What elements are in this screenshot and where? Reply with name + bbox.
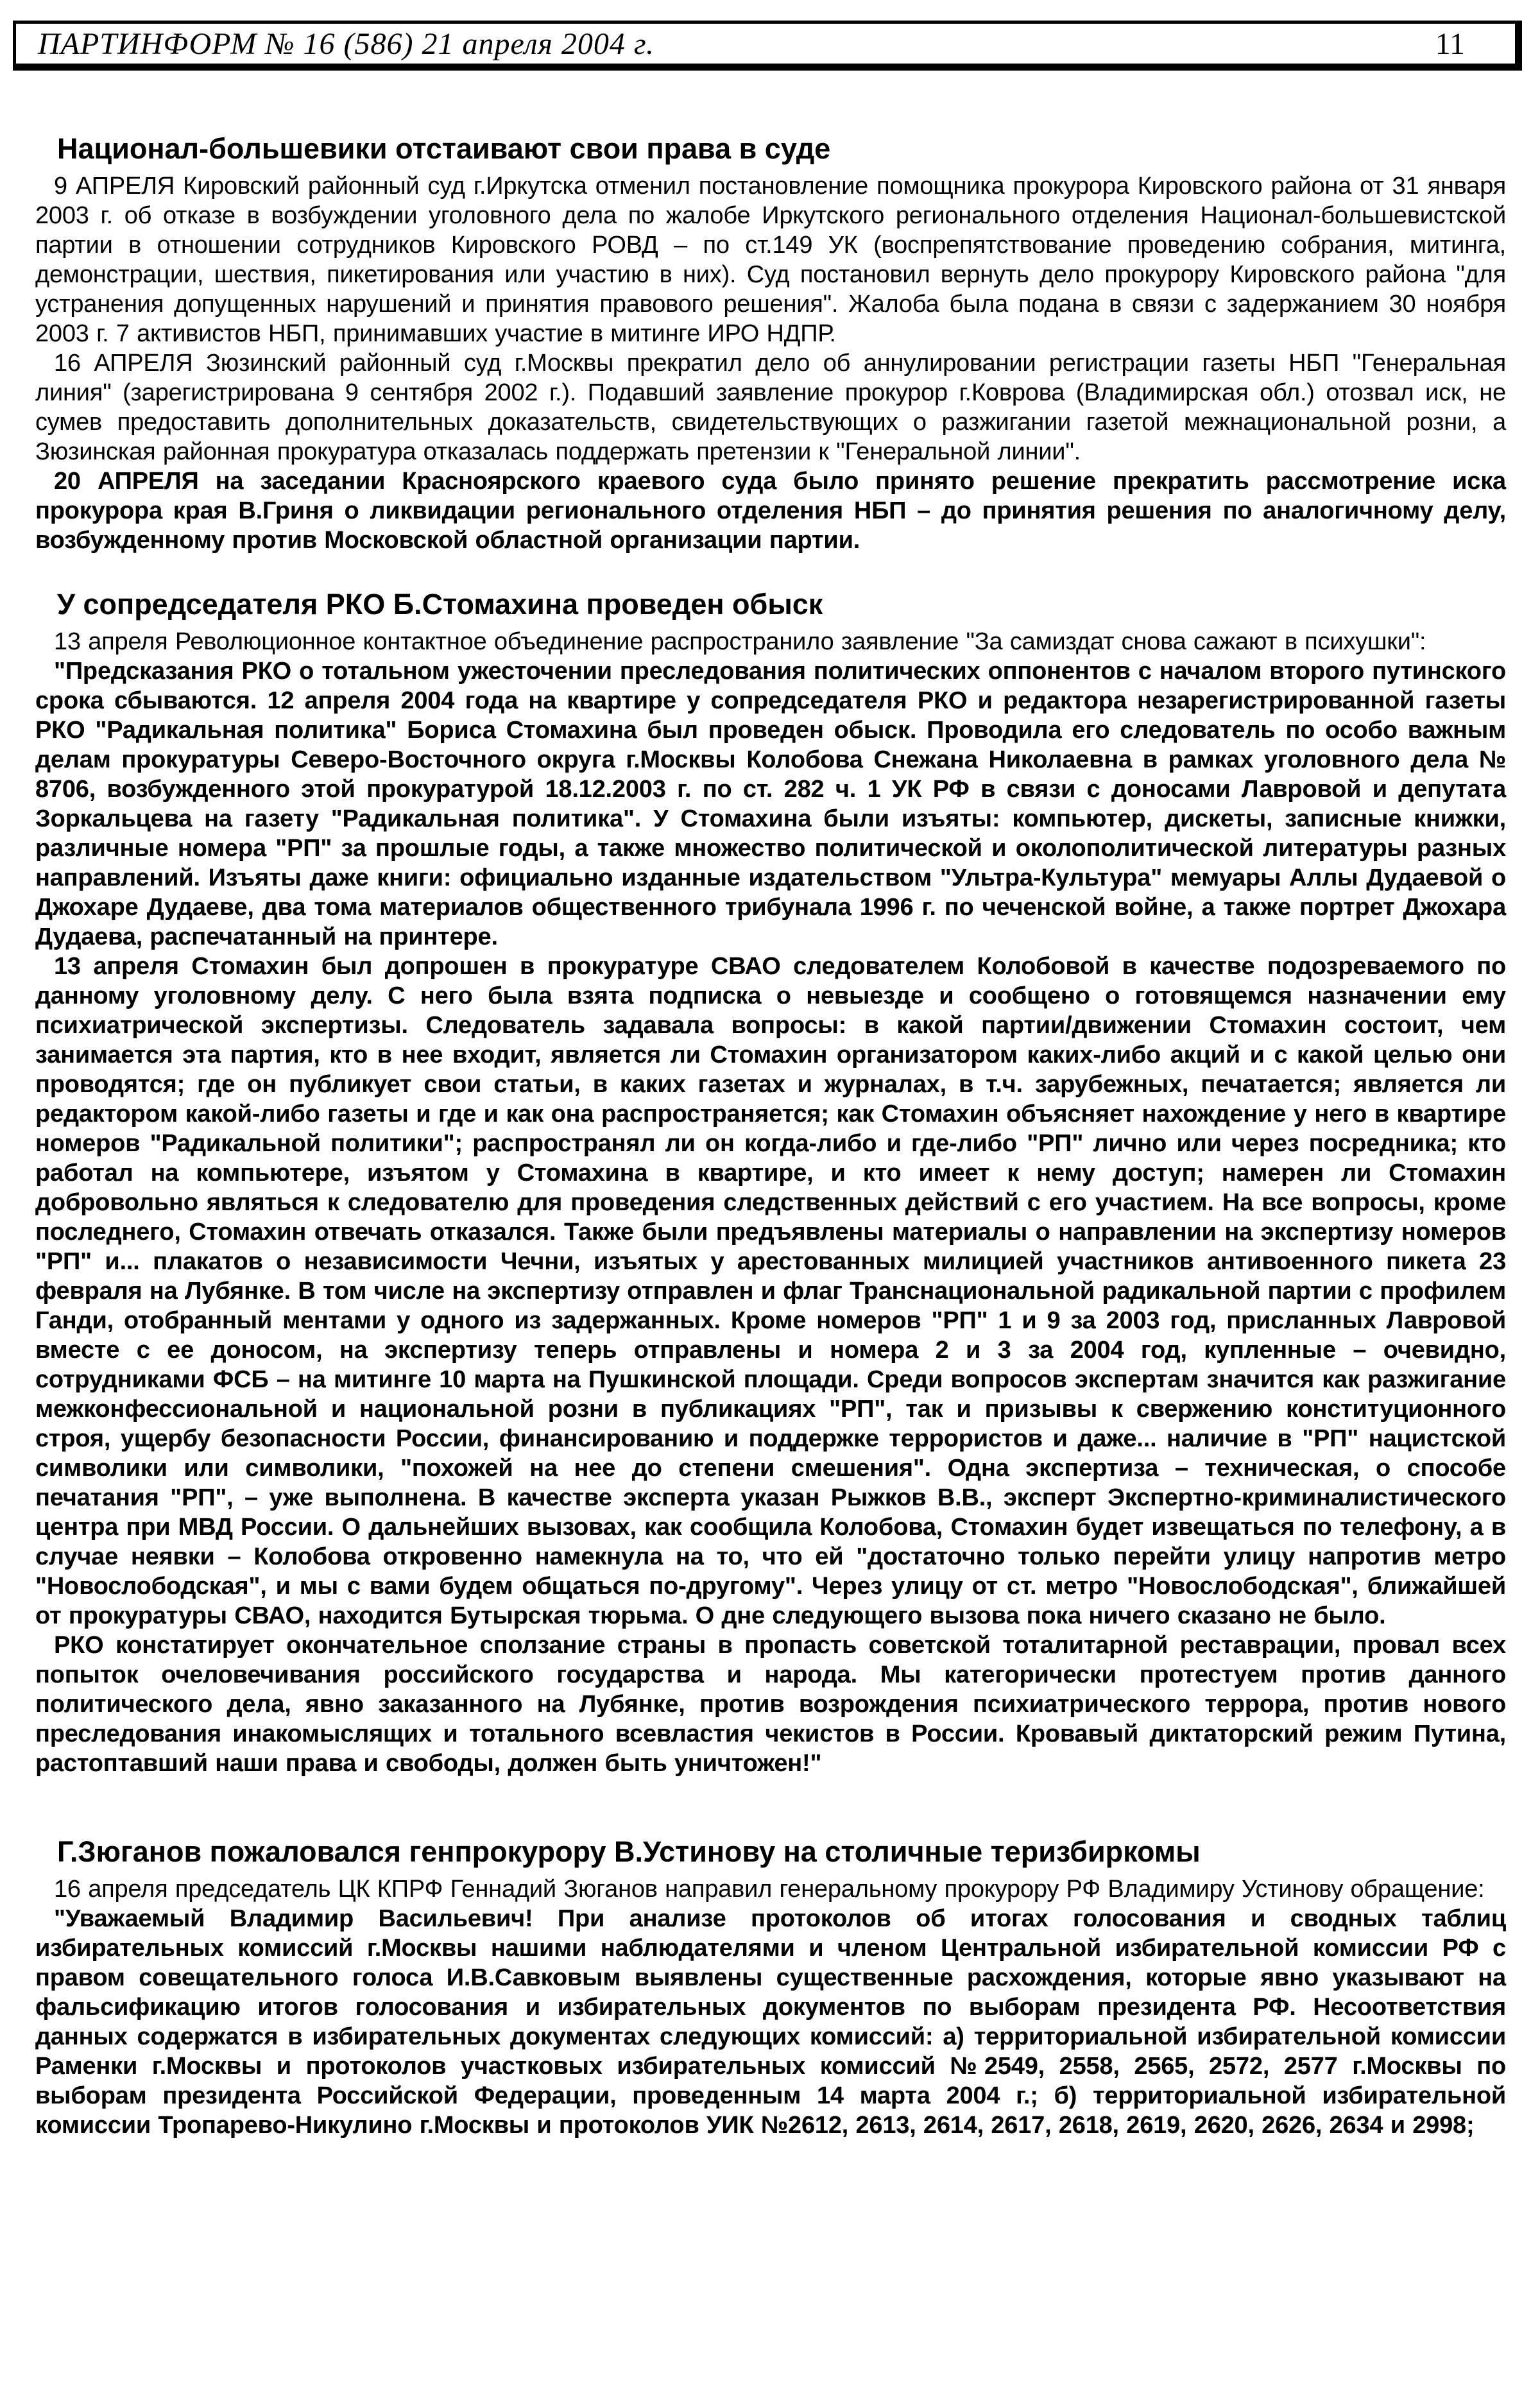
article-heading: Г.Зюганов пожаловался генпрокурору В.Устинову на столичные теризбиркомы [57, 1835, 1201, 1868]
page-number: 11 [1435, 26, 1465, 61]
article-paragraph: РКО констатирует окончательное сползание страны в пропасть советской тоталитарной реставрации, провал всех попыток очеловечивания российского государства и народа. Мы категорически протестуем против данного политического дела, явно заказанного на Лубянке, против возрождения психиатрического террора, против нового преследования инакомыслящих и тотального всевластия чекистов в России. Кровавый диктаторский режим Путина, растоптавший наши права и свободы, должен быть уничтожен!" [35, 1632, 1506, 1777]
article-paragraph: 13 апреля Стомахин был допрошен в прокуратуре СВАО следователем Колобовой в качестве подозреваемого по данному уголовному делу. С него была взята подписка о невыезде и сообщено о готовящемся назначении ему психиатрической экспертизы. Следователь задавала вопросы: в какой партии/движении Стомахин состоит, чем занимается эта партия, кто в нее входит, является ли Стомахин организатором каких-либо акций и с какой целью они проводятся; где он публикует свои статьи, в каких газетах и журналах, в т.ч. зарубежных, печатается; является ли редактором какой-либо газеты и где и как она распространяется; как Стомахин объясняет нахождение у него в квартире номеров "Радикальной политики"; распространял ли он когда-либо и где-либо "РП" лично или через посредника; кто работал на компьютере, изъятом у Стомахина в квартире, и кто имеет к нему доступ; намерен ли Стомахин добровольно являться к следователю для проведения следственных действий с его участием. На все вопросы, кроме последнего, Стомахин отвечать отказался. Также были предъявлены материалы о направлении на экспертизу номеров "РП" и... плакатов о независимости Чечни, изъятых у арестованных милицией участников антивоенного пикета 23 февраля на Лубянке. В том числе на экспертизу отправлен и флаг Транснациональной радикальной партии с профилем Ганди, отобранный ментами у одного из задержанных. Кроме номеров "РП" 1 и 9 за 2003 год, присланных Лавровой вместе с ее доносом, на экспертизу теперь отправлены и номера 2 и 3 за 2004 год, купленные – очевидно, сотрудниками ФСБ – на митинге 10 марта на Пушкинской площади. Среди вопросов экспертам значится как разжигание межконфессиональной и национальной розни в публикациях "РП", так и призывы к свержению конституционного строя, ущербу безопасности России, финансированию и поддержке террористов и даже... наличие в "РП" нацистской символики или символики, "похожей на нее до степени смешения". Одна экспертиза – техническая, о способе печатания "РП", – уже выполнена. В качестве эксперта указан Рыжков В.В., эксперт Экспертно-криминалистического центра при МВД России. О дальнейших вызовах, как сообщила Колобова, Стомахин будет извещаться по телефону, а в случае неявки – Колобова откровенно намекнула на то, что ей "достаточно только перейти улицу напротив метро "Новослободская", и мы с вами будем общаться по-другому". Через улицу от ст. метро "Новослободская", ближайшей от прокуратуры СВАО, находится Бутырская тюрьма. О дне следующего вызова пока ничего сказано не было. [35, 953, 1506, 1629]
article-heading: Национал-большевики отстаивают свои права в суде [57, 132, 831, 165]
article-paragraph: 20 АПРЕЛЯ на заседании Красноярского краевого суда было принято решение прекратить рассмотрение иска прокурора края В.Гриня о ликвидации регионального отделения НБП – до принятия решения по аналогичному делу, возбужденному против Московской областной организации партии. [35, 468, 1506, 554]
article-paragraph: "Уважаемый Владимир Васильевич! При анализе протоколов об итогах голосования и сводных таблиц избирательных комиссий г.Москвы нашими наблюдателями и членом Центральной избирательной комиссии РФ с правом совещательного голоса И.В.Савковым выявлены существенные расхождения, которые явно указывают на фальсификацию итогов голосования и избирательных документов по выборам президента РФ. Несоответствия данных содержатся в избирательных документах следующих комиссий: а) территориальной избирательной комиссии Раменки г.Москвы и протоколов участковых избирательных комиссий №2549, 2558, 2565, 2572, 2577 г.Москвы по выборам президента Российской Федерации, проведенным 14 марта 2004 г.; б) территориальной избирательной комиссии Тропарево-Никулино г.Москвы и протоколов УИК №2612, 2613, 2614, 2617, 2618, 2619, 2620, 2626, 2634 и 2998; [35, 1905, 1506, 2139]
article-paragraph: "Предсказания РКО о тотальном ужесточении преследования политических оппонентов с началом второго путинского срока сбываются. 12 апреля 2004 года на квартире у сопредседателя РКО и редактора незарегистрированной газеты РКО "Радикальная политика" Бориса Стомахина был проведен обыск. Проводила его следователь по особо важным делам прокуратуры Северо-Восточного округа г.Москвы Колобова Снежана Николаевна в рамках уголовного дела № 8706, возбужденного этой прокуратурой 18.12.2003 г. по ст. 282 ч. 1 УК РФ в связи с доносами Лавровой и депутата Зоркальцева на газету "Радикальная политика". У Стомахина были изъяты: компьютер, дискеты, записные книжки, различные номера "РП" за прошлые годы, а также множество политической и околополитической литературы разных направлений. Изъяты даже книги: официально изданные издательством "Ультра-Культура" мемуары Аллы Дудаевой о Джохаре Дудаеве, два тома материалов общественного трибунала 1996 г. по чеченской войне, а также портрет Джохара Дудаева, распечатанный на принтере. [35, 658, 1506, 950]
article-paragraph: 16 апреля председатель ЦК КПРФ Геннадий Зюганов направил генеральному прокурору РФ Владимиру Устинову обращение: [54, 1876, 1485, 1903]
article-paragraph: 16 АПРЕЛЯ Зюзинский районный суд г.Москвы прекратил дело об аннулировании регистрации газеты НБП "Генеральная линия" (зарегистрирована 9 сентября 2002 г.). Подавший заявление прокурор г.Коврова (Владимирская обл.) отозвал иск, не сумев предоставить дополнительных доказательств, свидетельствующих о разжигании газетой межнациональной розни, а Зюзинская районная прокуратура отказалась поддержать претензии к "Генеральной линии". [35, 350, 1506, 465]
page-header [13, 21, 1522, 71]
article-paragraph: 9 АПРЕЛЯ Кировский районный суд г.Иркутска отменил постановление помощника прокурора Кировского района от 31 января 2003 г. об отказе в возбуждении уголовного дела по жалобе Иркутского регионального отделения Национал-большевистской партии в отношении сотрудников Кировского РОВД – по ст.149 УК (воспрепятствование проведению собрания, митинга, демонстрации, шествия, пикетирования или участию в них). Суд постановил вернуть дело прокурору Кировского района "для устранения допущенных нарушений и принятия правового решения". Жалоба была подана в связи с задержанием 30 ноября 2003 г. 7 активистов НБП, принимавших участие в митинге ИРО НДПР. [35, 173, 1506, 347]
journal-title: ПАРТИНФОРМ № 16 (586) 21 апреля 2004 г. [38, 26, 654, 61]
article-heading: У сопредседателя РКО Б.Стомахина проведен обыск [57, 588, 823, 621]
article-nbp-court [35, 132, 1506, 555]
article-paragraph: 13 апреля Революционное контактное объединение распространило заявление "За самиздат снова сажают в психушки": [54, 628, 1426, 655]
article-stomakhin-search [35, 587, 1506, 1778]
page-content [35, 132, 1506, 2140]
article-zyuganov-complaint [35, 1835, 1506, 2140]
